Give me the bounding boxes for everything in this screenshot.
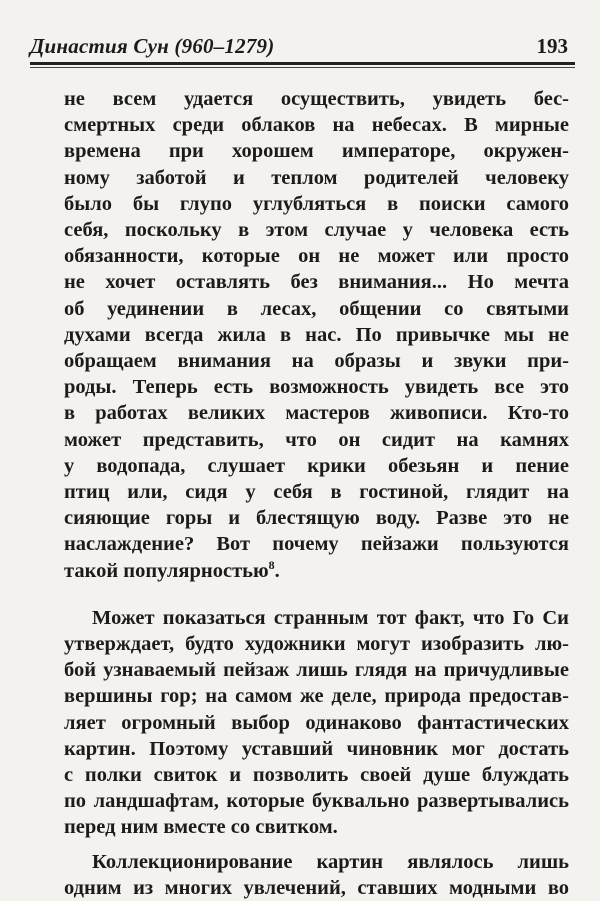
text-line: наслаждение? Вот почему пейзажи пользуются — [64, 533, 569, 556]
text-line: сияющие горы и блестящую воду. Разве это не — [64, 507, 569, 530]
paragraph-gap — [64, 841, 569, 849]
text-line: по ландшафтам, которые буквально развертывались — [64, 790, 569, 813]
footnote-mark: 8 — [268, 557, 275, 572]
text-line: времена при хорошем императоре, окружен- — [64, 140, 569, 163]
body-text — [64, 86, 569, 901]
paragraph-1 — [64, 86, 569, 584]
text-line: обязанности, которые он не может или просто — [64, 245, 569, 268]
last-line-text: такой популярностью — [64, 559, 269, 582]
paragraph-2 — [64, 605, 569, 841]
text-line: картин. Поэтому уставший чиновник мог достать — [64, 737, 569, 760]
text-line: вершины гор; на самом же деле, природа предостав- — [64, 685, 569, 708]
page-header — [30, 34, 570, 58]
text-line: одним из многих увлечений, ставших модными во — [64, 876, 569, 899]
text-line: Может показаться странным тот факт, что Го Си — [92, 606, 569, 629]
text-line-last — [64, 558, 569, 584]
text-line: бой узнаваемый пейзаж лишь глядя на причудливые — [64, 659, 569, 682]
text-line: в работах великих мастеров живописи. Кто-то — [64, 402, 569, 425]
text-line: обращаем внимания на образы и звуки при- — [64, 350, 569, 373]
text-line: утверждает, будто художники могут изобразить лю- — [64, 633, 569, 656]
page-number: 193 — [536, 34, 568, 58]
text-line: ному заботой и теплом родителей человеку — [64, 166, 569, 189]
text-line: не хочет оставлять без внимания... Но мечта — [64, 271, 569, 294]
text-line: себя, поскольку в этом случае у человека есть — [64, 219, 569, 242]
text-line: может представить, что он сидит на камнях — [64, 428, 569, 451]
text-line: с полки свиток и позволить своей душе блуждать — [64, 764, 569, 787]
running-title: Династия Сун (960–1279) — [30, 34, 275, 58]
header-rule-thick — [30, 62, 575, 65]
text-line: Коллекционирование картин являлось лишь — [92, 850, 569, 873]
text-line: было бы глупо углубляться в поиски самого — [64, 192, 569, 215]
paragraph-3 — [64, 849, 569, 901]
text-line: роды. Теперь есть возможность увидеть все это — [64, 376, 569, 399]
text-line: духами всегда жила в нас. По привычке мы не — [64, 323, 569, 346]
text-line: ляет огромный выбор одинаково фантастических — [64, 711, 569, 734]
text-line: об уединении в лесах, общении со святыми — [64, 297, 569, 320]
text-line: перед ним вместе со свитком. — [64, 816, 338, 839]
text-line: не всем удается осуществить, увидеть бес- — [64, 88, 569, 110]
paragraph-gap — [64, 584, 569, 605]
text-line: смертных среди облаков на небесах. В мирные — [64, 114, 569, 137]
text-line: птиц или, сидя у себя в гостиной, глядит на — [64, 481, 569, 504]
last-line-end: . — [274, 559, 280, 582]
text-line: у водопада, слушает крики обезьян и пение — [64, 454, 569, 477]
header-rule-thin — [30, 67, 575, 68]
